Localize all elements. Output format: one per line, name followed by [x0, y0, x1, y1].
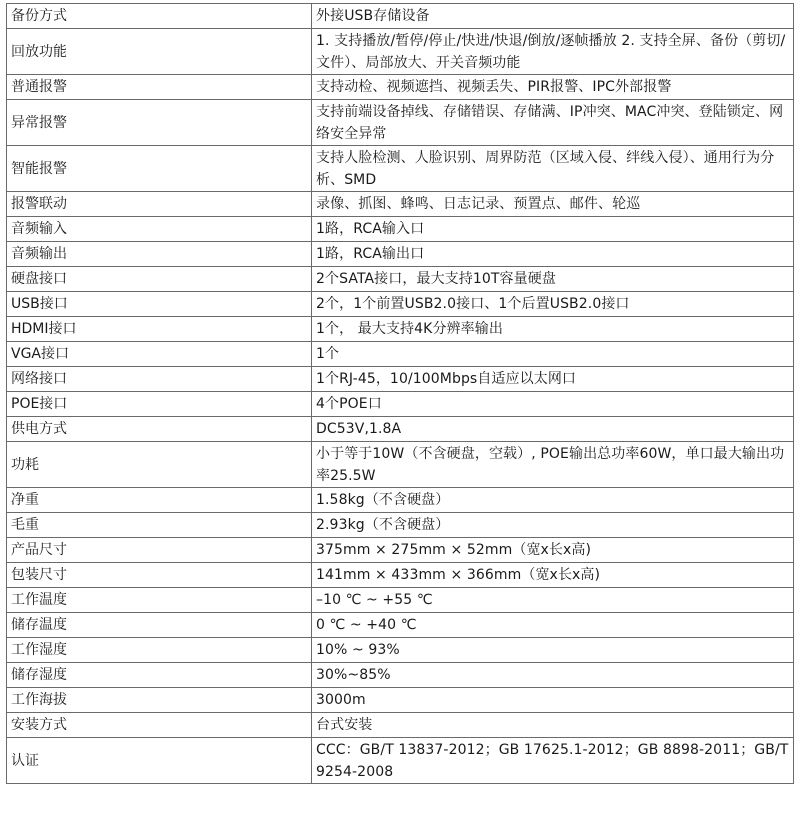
spec-value: 3000m [312, 688, 794, 713]
spec-label: 硬盘接口 [7, 267, 312, 292]
spec-label: 工作湿度 [7, 638, 312, 663]
spec-value: 支持动检、视频遮挡、视频丢失、PIR报警、IPC外部报警 [312, 75, 794, 100]
table-row [7, 513, 794, 538]
table-row [7, 217, 794, 242]
spec-label: 净重 [7, 488, 312, 513]
spec-value: 支持人脸检测、人脸识别、周界防范（区域入侵、绊线入侵）、通用行为分析、SMD [312, 146, 794, 192]
spec-label: 工作海拔 [7, 688, 312, 713]
table-row [7, 538, 794, 563]
spec-label: USB接口 [7, 292, 312, 317]
spec-label: 智能报警 [7, 146, 312, 192]
spec-label: VGA接口 [7, 342, 312, 367]
table-row [7, 738, 794, 784]
spec-value: 1路，RCA输入口 [312, 217, 794, 242]
table-row [7, 688, 794, 713]
spec-label: 异常报警 [7, 100, 312, 146]
spec-value: 1. 支持播放/暂停/停止/快进/快退/倒放/逐帧播放 2. 支持全屏、备份（剪切/文件）、局部放大、开关音频功能 [312, 29, 794, 75]
spec-label: 毛重 [7, 513, 312, 538]
spec-label: 网络接口 [7, 367, 312, 392]
spec-value: 1.58kg（不含硬盘） [312, 488, 794, 513]
spec-value: –10 ℃ ~ +55 ℃ [312, 588, 794, 613]
spec-value: 1个RJ-45，10/100Mbps自适应以太网口 [312, 367, 794, 392]
table-row [7, 638, 794, 663]
spec-value: 2个SATA接口，最大支持10T容量硬盘 [312, 267, 794, 292]
table-row [7, 100, 794, 146]
spec-value: CCC：GB/T 13837-2012；GB 17625.1-2012；GB 8898-2011；GB/T9254-2008 [312, 738, 794, 784]
spec-value: 4个POE口 [312, 392, 794, 417]
spec-label: 回放功能 [7, 29, 312, 75]
spec-value: 1个， 最大支持4K分辨率输出 [312, 317, 794, 342]
table-row [7, 563, 794, 588]
spec-table [6, 3, 794, 784]
table-row [7, 242, 794, 267]
spec-table-body [7, 4, 794, 784]
table-row [7, 392, 794, 417]
spec-label: 产品尺寸 [7, 538, 312, 563]
table-row [7, 4, 794, 29]
spec-label: 储存湿度 [7, 663, 312, 688]
spec-label: 认证 [7, 738, 312, 784]
table-row [7, 192, 794, 217]
spec-label: 包装尺寸 [7, 563, 312, 588]
spec-label: 储存温度 [7, 613, 312, 638]
table-row [7, 417, 794, 442]
spec-value: 录像、抓图、蜂鸣、日志记录、预置点、邮件、轮巡 [312, 192, 794, 217]
table-row [7, 613, 794, 638]
spec-value: 141mm × 433mm × 366mm（宽x长x高) [312, 563, 794, 588]
spec-value: 375mm × 275mm × 52mm（宽x长x高) [312, 538, 794, 563]
table-row [7, 663, 794, 688]
spec-value: 小于等于10W（不含硬盘，空载）, POE输出总功率60W，单口最大输出功率25.5W [312, 442, 794, 488]
spec-label: 普通报警 [7, 75, 312, 100]
spec-label: HDMI接口 [7, 317, 312, 342]
spec-label: 工作温度 [7, 588, 312, 613]
table-row [7, 267, 794, 292]
table-row [7, 588, 794, 613]
spec-label: 报警联动 [7, 192, 312, 217]
spec-label: POE接口 [7, 392, 312, 417]
spec-value: 2个，1个前置USB2.0接口、1个后置USB2.0接口 [312, 292, 794, 317]
spec-value: 外接USB存储设备 [312, 4, 794, 29]
spec-value: 10% ~ 93% [312, 638, 794, 663]
spec-label: 备份方式 [7, 4, 312, 29]
spec-value: 0 ℃ ~ +40 ℃ [312, 613, 794, 638]
table-row [7, 367, 794, 392]
table-row [7, 488, 794, 513]
table-row [7, 292, 794, 317]
spec-label: 音频输入 [7, 217, 312, 242]
spec-value: 2.93kg（不含硬盘） [312, 513, 794, 538]
table-row [7, 29, 794, 75]
spec-value: 30%~85% [312, 663, 794, 688]
spec-label: 功耗 [7, 442, 312, 488]
spec-value: 1路，RCA输出口 [312, 242, 794, 267]
table-row [7, 442, 794, 488]
spec-value: 支持前端设备掉线、存储错误、存储满、IP冲突、MAC冲突、登陆锁定、网络安全异常 [312, 100, 794, 146]
spec-value: 台式安装 [312, 713, 794, 738]
table-row [7, 75, 794, 100]
table-row [7, 713, 794, 738]
spec-value: 1个 [312, 342, 794, 367]
spec-label: 供电方式 [7, 417, 312, 442]
spec-value: DC53V,1.8A [312, 417, 794, 442]
spec-label: 音频输出 [7, 242, 312, 267]
table-row [7, 317, 794, 342]
spec-label: 安装方式 [7, 713, 312, 738]
table-row [7, 342, 794, 367]
table-row [7, 146, 794, 192]
